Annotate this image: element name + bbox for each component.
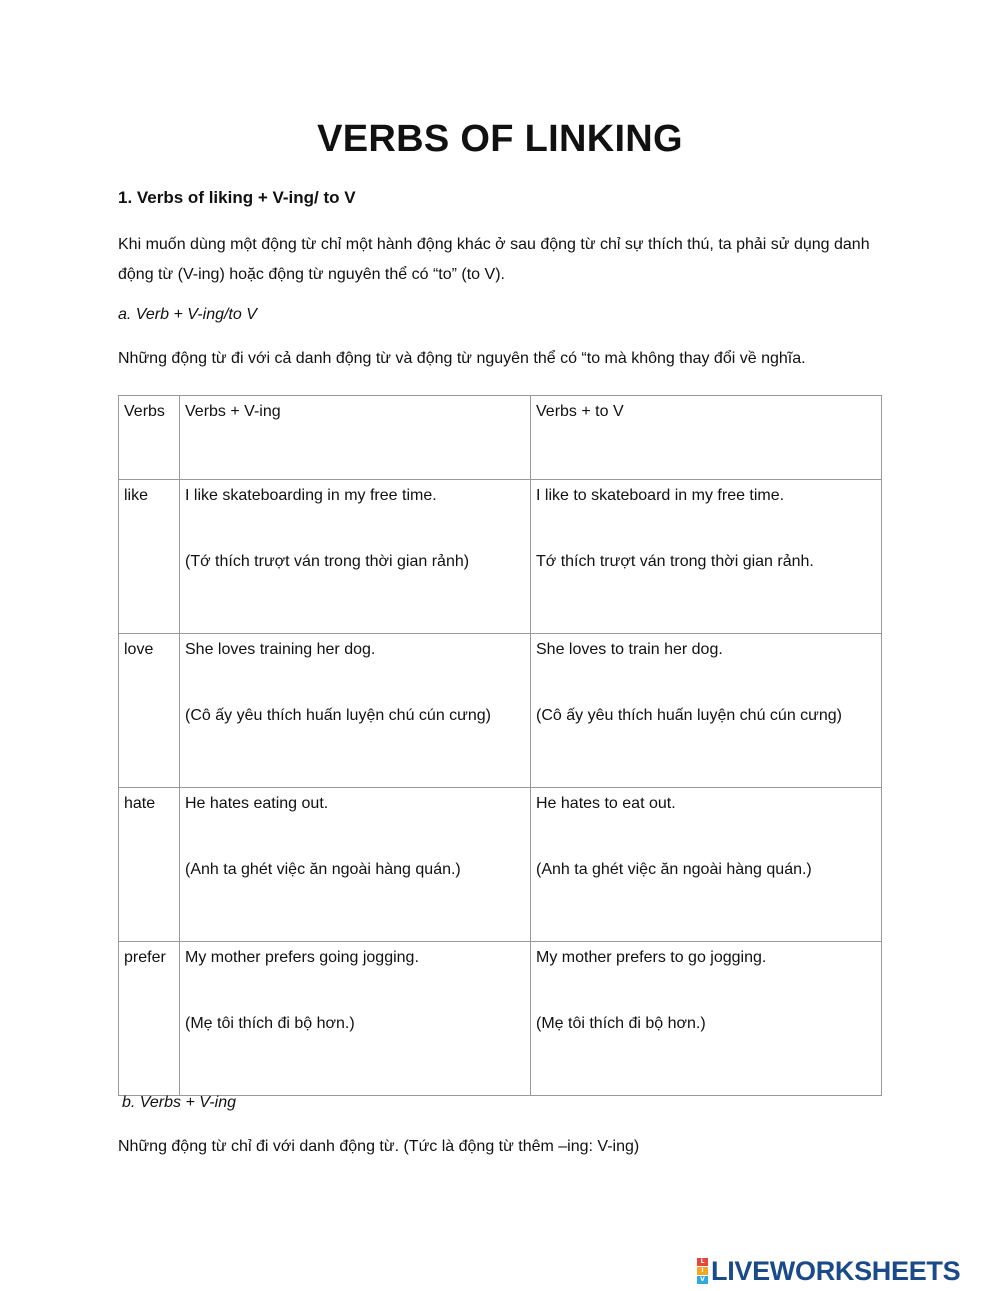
- verb-cell: love: [119, 634, 180, 788]
- example-en: He hates to eat out.: [536, 795, 676, 812]
- verb-cell: like: [119, 480, 180, 634]
- example-vn: (Cô ấy yêu thích huấn luyện chú cún cưng): [185, 707, 491, 724]
- header-verbs: Verbs: [119, 396, 180, 480]
- example-vn: Tớ thích trượt ván trong thời gian rảnh.: [536, 553, 814, 570]
- header-verbs-to-v: Verbs + to V: [531, 396, 882, 480]
- logo-mark-letter: V: [697, 1276, 708, 1284]
- verb-cell: prefer: [119, 942, 180, 1096]
- liveworksheets-logo: [697, 1256, 960, 1286]
- example-en: My mother prefers going jogging.: [185, 949, 419, 966]
- logo-mark-letter: L: [697, 1258, 708, 1266]
- example-en: I like skateboarding in my free time.: [185, 487, 437, 504]
- header-verbs-ing: Verbs + V-ing: [180, 396, 531, 480]
- to-v-cell: [531, 942, 882, 1096]
- ing-cell: [180, 634, 531, 788]
- example-vn: (Mẹ tôi thích đi bộ hơn.): [536, 1015, 706, 1032]
- example-en: My mother prefers to go jogging.: [536, 949, 767, 966]
- example-en: He hates eating out.: [185, 795, 329, 812]
- table-row: [119, 480, 882, 634]
- verb-cell: hate: [119, 788, 180, 942]
- subheading-a: a. Verb + V-ing/to V: [118, 306, 257, 323]
- logo-mark-icon: [697, 1258, 708, 1284]
- example-vn: (Mẹ tôi thích đi bộ hơn.): [185, 1015, 355, 1032]
- subheading-b-note: Những động từ chỉ đi với danh động từ. (Tức là động từ thêm –ing: V-ing): [118, 1138, 640, 1155]
- example-vn: (Cô ấy yêu thích huấn luyện chú cún cưng): [536, 707, 842, 724]
- to-v-cell: [531, 788, 882, 942]
- verbs-table: [118, 395, 882, 1096]
- table-row: [119, 634, 882, 788]
- ing-cell: [180, 942, 531, 1096]
- to-v-cell: [531, 480, 882, 634]
- to-v-cell: [531, 634, 882, 788]
- ing-cell: [180, 480, 531, 634]
- ing-cell: [180, 788, 531, 942]
- section-heading: 1. Verbs of liking + V-ing/ to V: [118, 188, 356, 207]
- table-header-row: [119, 396, 882, 480]
- example-vn: (Tớ thích trượt ván trong thời gian rảnh): [185, 553, 470, 570]
- example-vn: (Anh ta ghét việc ăn ngoài hàng quán.): [185, 861, 461, 878]
- intro-paragraph: Khi muốn dùng một động từ chỉ một hành động khác ở sau động từ chỉ sự thích thú, ta phải sử dụng danh động từ (V-ing) hoặc động từ nguyên thể có “to” (to V).: [118, 236, 870, 283]
- logo-mark-letter: I: [697, 1267, 708, 1275]
- example-vn: (Anh ta ghét việc ăn ngoài hàng quán.): [536, 861, 812, 878]
- logo-text: LIVEWORKSHEETS: [711, 1255, 961, 1286]
- table-row: [119, 942, 882, 1096]
- subheading-a-note: Những động từ đi với cả danh động từ và động từ nguyên thể có “to mà không thay đổi về nghĩa.: [118, 350, 806, 367]
- example-en: She loves to train her dog.: [536, 641, 723, 658]
- table-row: [119, 788, 882, 942]
- example-en: I like to skateboard in my free time.: [536, 487, 785, 504]
- page-title: VERBS OF LINKING: [317, 118, 683, 160]
- example-en: She loves training her dog.: [185, 641, 376, 658]
- subheading-b: b. Verbs + V-ing: [122, 1094, 236, 1111]
